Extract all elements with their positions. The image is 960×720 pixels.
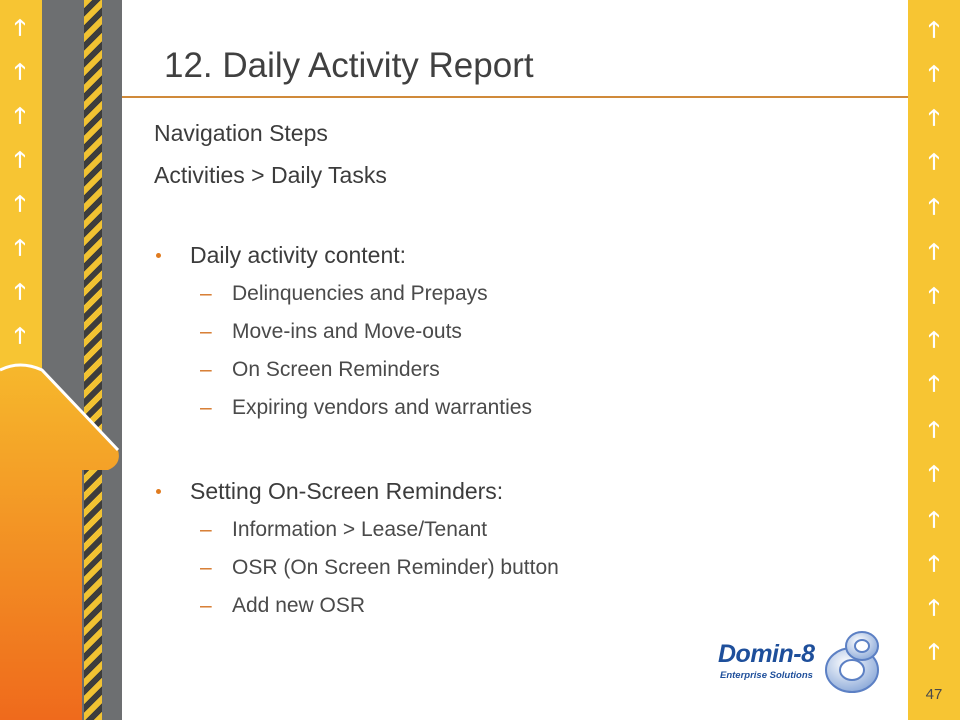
bullet-dot-icon	[156, 253, 161, 258]
up-arrow-icon: 🡑	[928, 283, 940, 308]
dash-icon: –	[200, 282, 212, 305]
sub-list-item	[156, 280, 532, 318]
sub-item-text: On Screen Reminders	[232, 358, 440, 381]
sub-list-item	[156, 318, 532, 356]
up-arrow-icon: 🡑	[928, 194, 940, 219]
company-logo	[714, 626, 894, 696]
title-divider	[122, 96, 908, 98]
up-arrow-icon: 🡑	[14, 59, 26, 84]
up-arrow-icon: 🡑	[14, 191, 26, 216]
up-arrow-icon: 🡑	[14, 15, 26, 40]
sub-item-text: Delinquencies and Prepays	[232, 282, 488, 305]
up-arrow-icon: 🡑	[928, 61, 940, 86]
up-arrow-icon: 🡑	[14, 235, 26, 260]
up-arrow-icon: 🡑	[14, 323, 26, 348]
up-arrow-icon: 🡑	[928, 371, 940, 396]
dash-icon: –	[200, 518, 212, 541]
up-arrow-icon: 🡑	[928, 595, 940, 620]
bullet-item	[156, 476, 559, 516]
up-arrow-icon: 🡑	[928, 239, 940, 264]
sub-list-item	[156, 516, 559, 554]
up-arrow-icon: 🡑	[928, 17, 940, 42]
sub-list-item	[156, 554, 559, 592]
page-number: 47	[925, 686, 943, 703]
sub-item-text: Information > Lease/Tenant	[232, 518, 488, 541]
big-curved-arrow-graphic	[0, 360, 120, 720]
up-arrow-icon: 🡑	[928, 327, 940, 352]
bullet-label: Setting On-Screen Reminders:	[190, 478, 504, 504]
sub-list-item	[156, 356, 532, 394]
up-arrow-icon: 🡑	[928, 461, 940, 486]
left-decoration	[0, 0, 122, 720]
up-arrow-icon: 🡑	[14, 147, 26, 172]
up-arrow-icon: 🡑	[928, 149, 940, 174]
sub-item-text: Add new OSR	[232, 594, 366, 617]
sub-list-item	[156, 592, 559, 630]
navigation-path: Activities > Daily Tasks	[154, 162, 387, 188]
up-arrow-icon: 🡑	[928, 105, 940, 130]
dash-icon: –	[200, 556, 212, 579]
right-arrow-strip	[908, 0, 960, 720]
logo-name: Domin-8	[718, 640, 815, 668]
up-arrow-icon: 🡑	[14, 279, 26, 304]
up-arrow-icon: 🡑	[928, 639, 940, 664]
bullet-dot-icon	[156, 489, 161, 494]
bullet-item	[156, 240, 532, 280]
bullet-label: Daily activity content:	[190, 242, 407, 268]
logo-tagline: Enterprise Solutions	[720, 670, 813, 681]
sub-item-text: OSR (On Screen Reminder) button	[232, 556, 559, 579]
up-arrow-icon: 🡑	[14, 103, 26, 128]
bullet-group-daily-activity	[156, 240, 532, 432]
slide-title: 12. Daily Activity Report	[164, 46, 534, 85]
bullet-group-on-screen-reminders	[156, 476, 559, 630]
up-arrow-icon: 🡑	[928, 551, 940, 576]
dash-icon: –	[200, 594, 212, 617]
dash-icon: –	[200, 358, 212, 381]
up-arrow-icon: 🡑	[928, 507, 940, 532]
up-arrow-icon: 🡑	[928, 417, 940, 442]
sub-list-item	[156, 394, 532, 432]
sub-item-text: Move-ins and Move-outs	[232, 320, 462, 343]
dash-icon: –	[200, 320, 212, 343]
dash-icon: –	[200, 396, 212, 419]
navigation-heading: Navigation Steps	[154, 120, 328, 146]
sub-item-text: Expiring vendors and warranties	[232, 396, 532, 419]
